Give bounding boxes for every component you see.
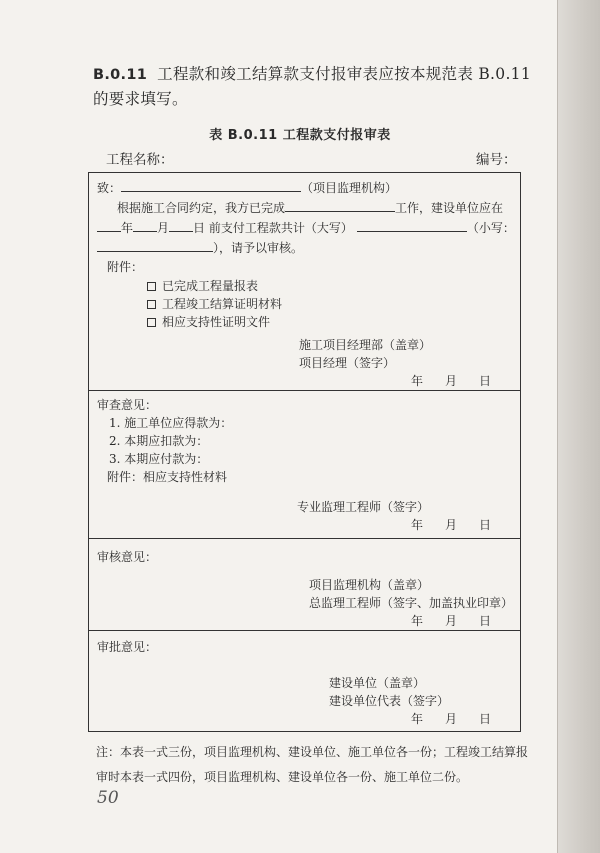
review-label: 审查意见： <box>97 398 158 412</box>
year-blank[interactable] <box>97 219 121 232</box>
audit-section <box>89 539 520 631</box>
clause-text: 工程款和竣工结算款支付报审表应按本规范表 B.0.11 的要求填写。 <box>93 65 531 108</box>
page-number: 50 <box>97 788 119 808</box>
approval-section <box>89 631 520 733</box>
attachments-label: 附件： <box>107 260 144 274</box>
clause-paragraph <box>93 62 538 111</box>
work-blank[interactable] <box>285 199 395 212</box>
review-section <box>89 391 520 539</box>
contract-line-3: ），请予以审核。 <box>97 239 303 256</box>
recipient-line: 致： （项目监理机构） <box>97 181 398 195</box>
month-blank[interactable] <box>133 219 157 232</box>
project-name-label: 工程名称： <box>106 152 174 168</box>
attachment-item: 相应支持性证明文件 <box>147 314 270 330</box>
checkbox[interactable] <box>147 300 156 309</box>
form-note: 注：本表一式三份，项目监理机构、建设单位、施工单位各一份；工程竣工结算报审时本表一式四份，项目监理机构、建设单位各一份、施工单位二份。 <box>96 745 529 784</box>
chief-engineer-sign-label: 总监理工程师（签字、加盖执业印章） <box>309 596 514 610</box>
review-attachment: 附件：相应支持性材料 <box>107 470 228 484</box>
review-item: 3. 本期应付款为： <box>109 452 209 466</box>
recipient-blank[interactable] <box>121 179 301 192</box>
date-line: 年 月 日 <box>411 518 492 532</box>
attachment-item: 工程竣工结算证明材料 <box>147 296 282 312</box>
amount-figures-blank[interactable] <box>97 239 213 252</box>
project-manager-sign-label: 项目经理（签字） <box>299 356 396 370</box>
attachment-item: 已完成工程量报表 <box>147 278 258 294</box>
payment-approval-form <box>88 172 521 732</box>
audit-label: 审核意见： <box>97 550 158 564</box>
contract-line-2: 年 月 日 前支付工程款共计（大写） （小写： <box>97 219 515 236</box>
table-title: 表 B.0.11 工程款支付报审表 <box>209 128 391 143</box>
applicant-section <box>89 173 520 391</box>
date-line: 年 月 日 <box>411 374 492 388</box>
supervision-stamp-label: 项目监理机构（盖章） <box>309 578 430 592</box>
review-item: 1. 施工单位应得款为： <box>109 416 233 430</box>
number-label: 编号： <box>476 152 517 168</box>
approval-label: 审批意见： <box>97 640 158 654</box>
contractor-stamp-label: 施工项目经理部（盖章） <box>299 338 432 352</box>
date-line: 年 月 日 <box>411 712 492 726</box>
checkbox[interactable] <box>147 282 156 291</box>
contract-line-1: 根据施工合同约定，我方已完成 工作，建设单位应在 <box>117 201 504 215</box>
review-item: 2. 本期应扣款为： <box>109 434 209 448</box>
owner-rep-sign-label: 建设单位代表（签字） <box>329 694 450 708</box>
owner-stamp-label: 建设单位（盖章） <box>329 676 426 690</box>
engineer-sign-label: 专业监理工程师（签字） <box>297 500 430 514</box>
clause-number: B.0.11 <box>93 67 148 83</box>
date-line: 年 月 日 <box>411 614 492 628</box>
checkbox[interactable] <box>147 318 156 327</box>
day-blank[interactable] <box>169 219 193 232</box>
amount-words-blank[interactable] <box>357 219 467 232</box>
